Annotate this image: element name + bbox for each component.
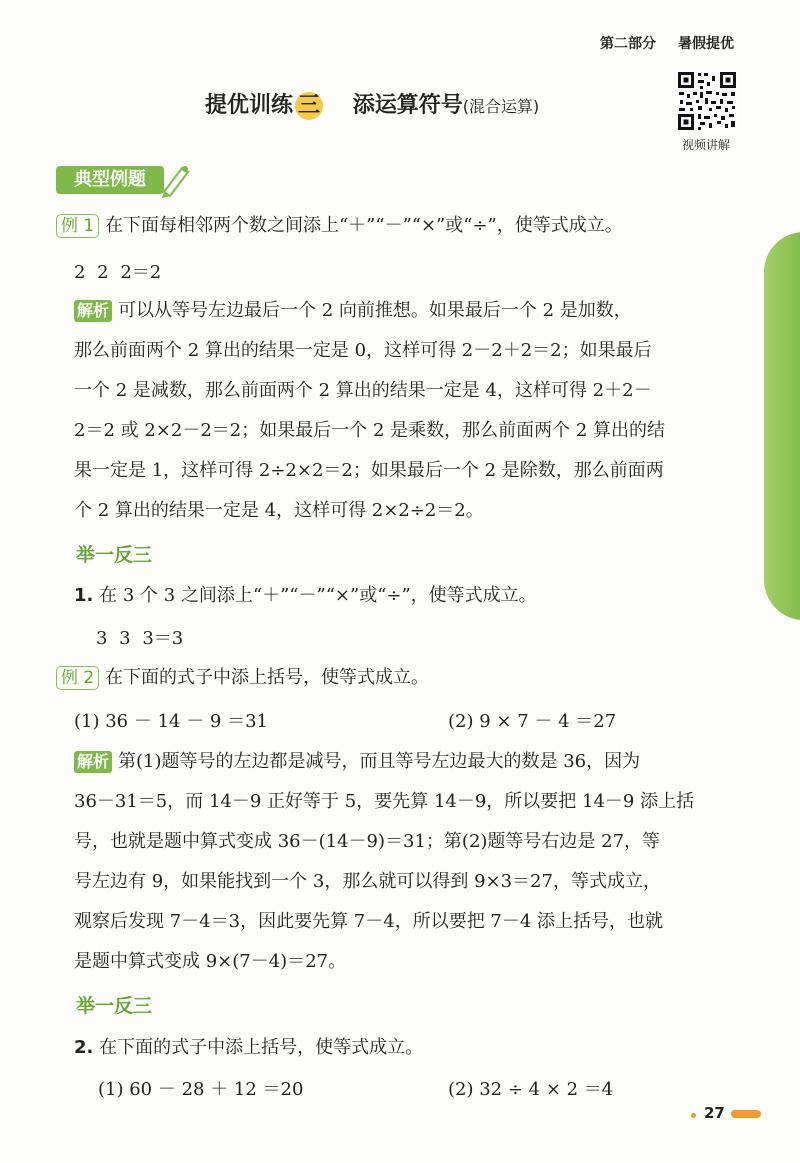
analysis-badge: 解析	[74, 300, 112, 322]
example1-analysis-line-4: 2＝2 或 2×2－2＝2；如果最后一个 2 是乘数，那么前面两个 2 算出的结	[74, 420, 666, 441]
practice2-eq2: (2) 32 ÷ 4 × 2 ＝4	[448, 1079, 614, 1100]
practice1-equation: 3 3 3＝3	[96, 628, 184, 649]
example2-analysis-line-6: 是题中算式变成 9×(7－4)＝27。	[74, 951, 347, 972]
header-section: 暑假提优	[678, 36, 734, 52]
practice1-heading: 举一反三	[76, 544, 153, 566]
example2-analysis-line-3: 号，也就是题中算式变成 36－(14－9)＝31；第(2)题等号右边是 27，等	[74, 831, 661, 852]
example2-question: 在下面的式子中添上括号，使等式成立。	[104, 667, 429, 688]
example1-analysis-line-6: 个 2 算出的结果一定是 4，这样可得 2×2÷2＝2。	[74, 500, 484, 521]
section-tag-label: 典型例题	[56, 166, 164, 194]
side-green-tab	[764, 232, 800, 620]
example1-row	[56, 211, 623, 238]
example2-label: 例 2	[56, 666, 99, 690]
example1-label: 例 1	[56, 214, 99, 238]
example1-question: 在下面每相邻两个数之间添上“＋”“－”“×”或“÷”，使等式成立。	[104, 215, 623, 236]
example2-analysis-line-5: 观察后发现 7－4＝3，因此要先算 7－4，所以要把 7－4 添上括号，也就	[74, 911, 664, 932]
page-title	[205, 88, 539, 120]
practice1-number: 1.	[74, 585, 94, 606]
title-sub: (混合运算)	[462, 97, 540, 116]
title-number-badge: 三	[295, 92, 323, 120]
title-prefix: 提优训练	[205, 93, 294, 118]
practice2-heading: 举一反三	[76, 995, 153, 1017]
title-main: 添运算符号	[352, 93, 463, 118]
qr-caption: 视频讲解	[682, 138, 731, 152]
section-tag	[56, 162, 192, 198]
practice2-number: 2.	[74, 1037, 94, 1058]
example2-analysis-line-4: 号左边有 9，如果能找到一个 3，那么就可以得到 9×3＝27，等式成立，	[74, 871, 661, 892]
practice2-eq1: (1) 60 － 28 ＋ 12 ＝20	[98, 1079, 304, 1100]
example1-analysis-line-3: 一个 2 是减数，那么前面两个 2 算出的结果一定是 4，这样可得 2＋2－	[74, 380, 652, 401]
example1-analysis-line-1: 解析 可以从等号左边最后一个 2 向前推想。如果最后一个 2 是加数，	[74, 296, 632, 322]
example2-analysis-line-1: 解析 第(1)题等号的左边都是减号，而且等号左边最大的数是 36，因为	[74, 747, 640, 773]
example2-analysis-line-2: 36－31＝5，而 14－9 正好等于 5，要先算 14－9，所以要把 14－9 添上括	[74, 791, 695, 812]
pencil-icon	[160, 162, 192, 198]
example2-eq1: (1) 36 － 14 － 9 ＝31	[74, 711, 268, 732]
example1-analysis-line-2: 那么前面两个 2 算出的结果一定是 0，这样可得 2－2＋2＝2；如果最后	[74, 340, 652, 361]
practice1-question: 1. 在 3 个 3 之间添上“＋”“－”“×”或“÷”，使等式成立。	[74, 585, 537, 606]
qr-code-icon[interactable]	[676, 70, 738, 132]
example1-equation: 2 2 2＝2	[74, 262, 162, 283]
example2-eq2: (2) 9 × 7 － 4 ＝27	[448, 711, 617, 732]
page-number: 27	[704, 1104, 725, 1122]
page-number-dot	[691, 1113, 696, 1118]
page-number-bar	[731, 1110, 761, 1118]
analysis-badge: 解析	[74, 751, 112, 773]
example2-row	[56, 663, 429, 690]
example1-analysis-line-5: 果一定是 1，这样可得 2÷2×2＝2；如果最后一个 2 是除数，那么前面两	[74, 460, 664, 481]
practice2-question: 2. 在下面的式子中添上括号，使等式成立。	[74, 1037, 424, 1058]
header-part: 第二部分	[600, 36, 656, 52]
